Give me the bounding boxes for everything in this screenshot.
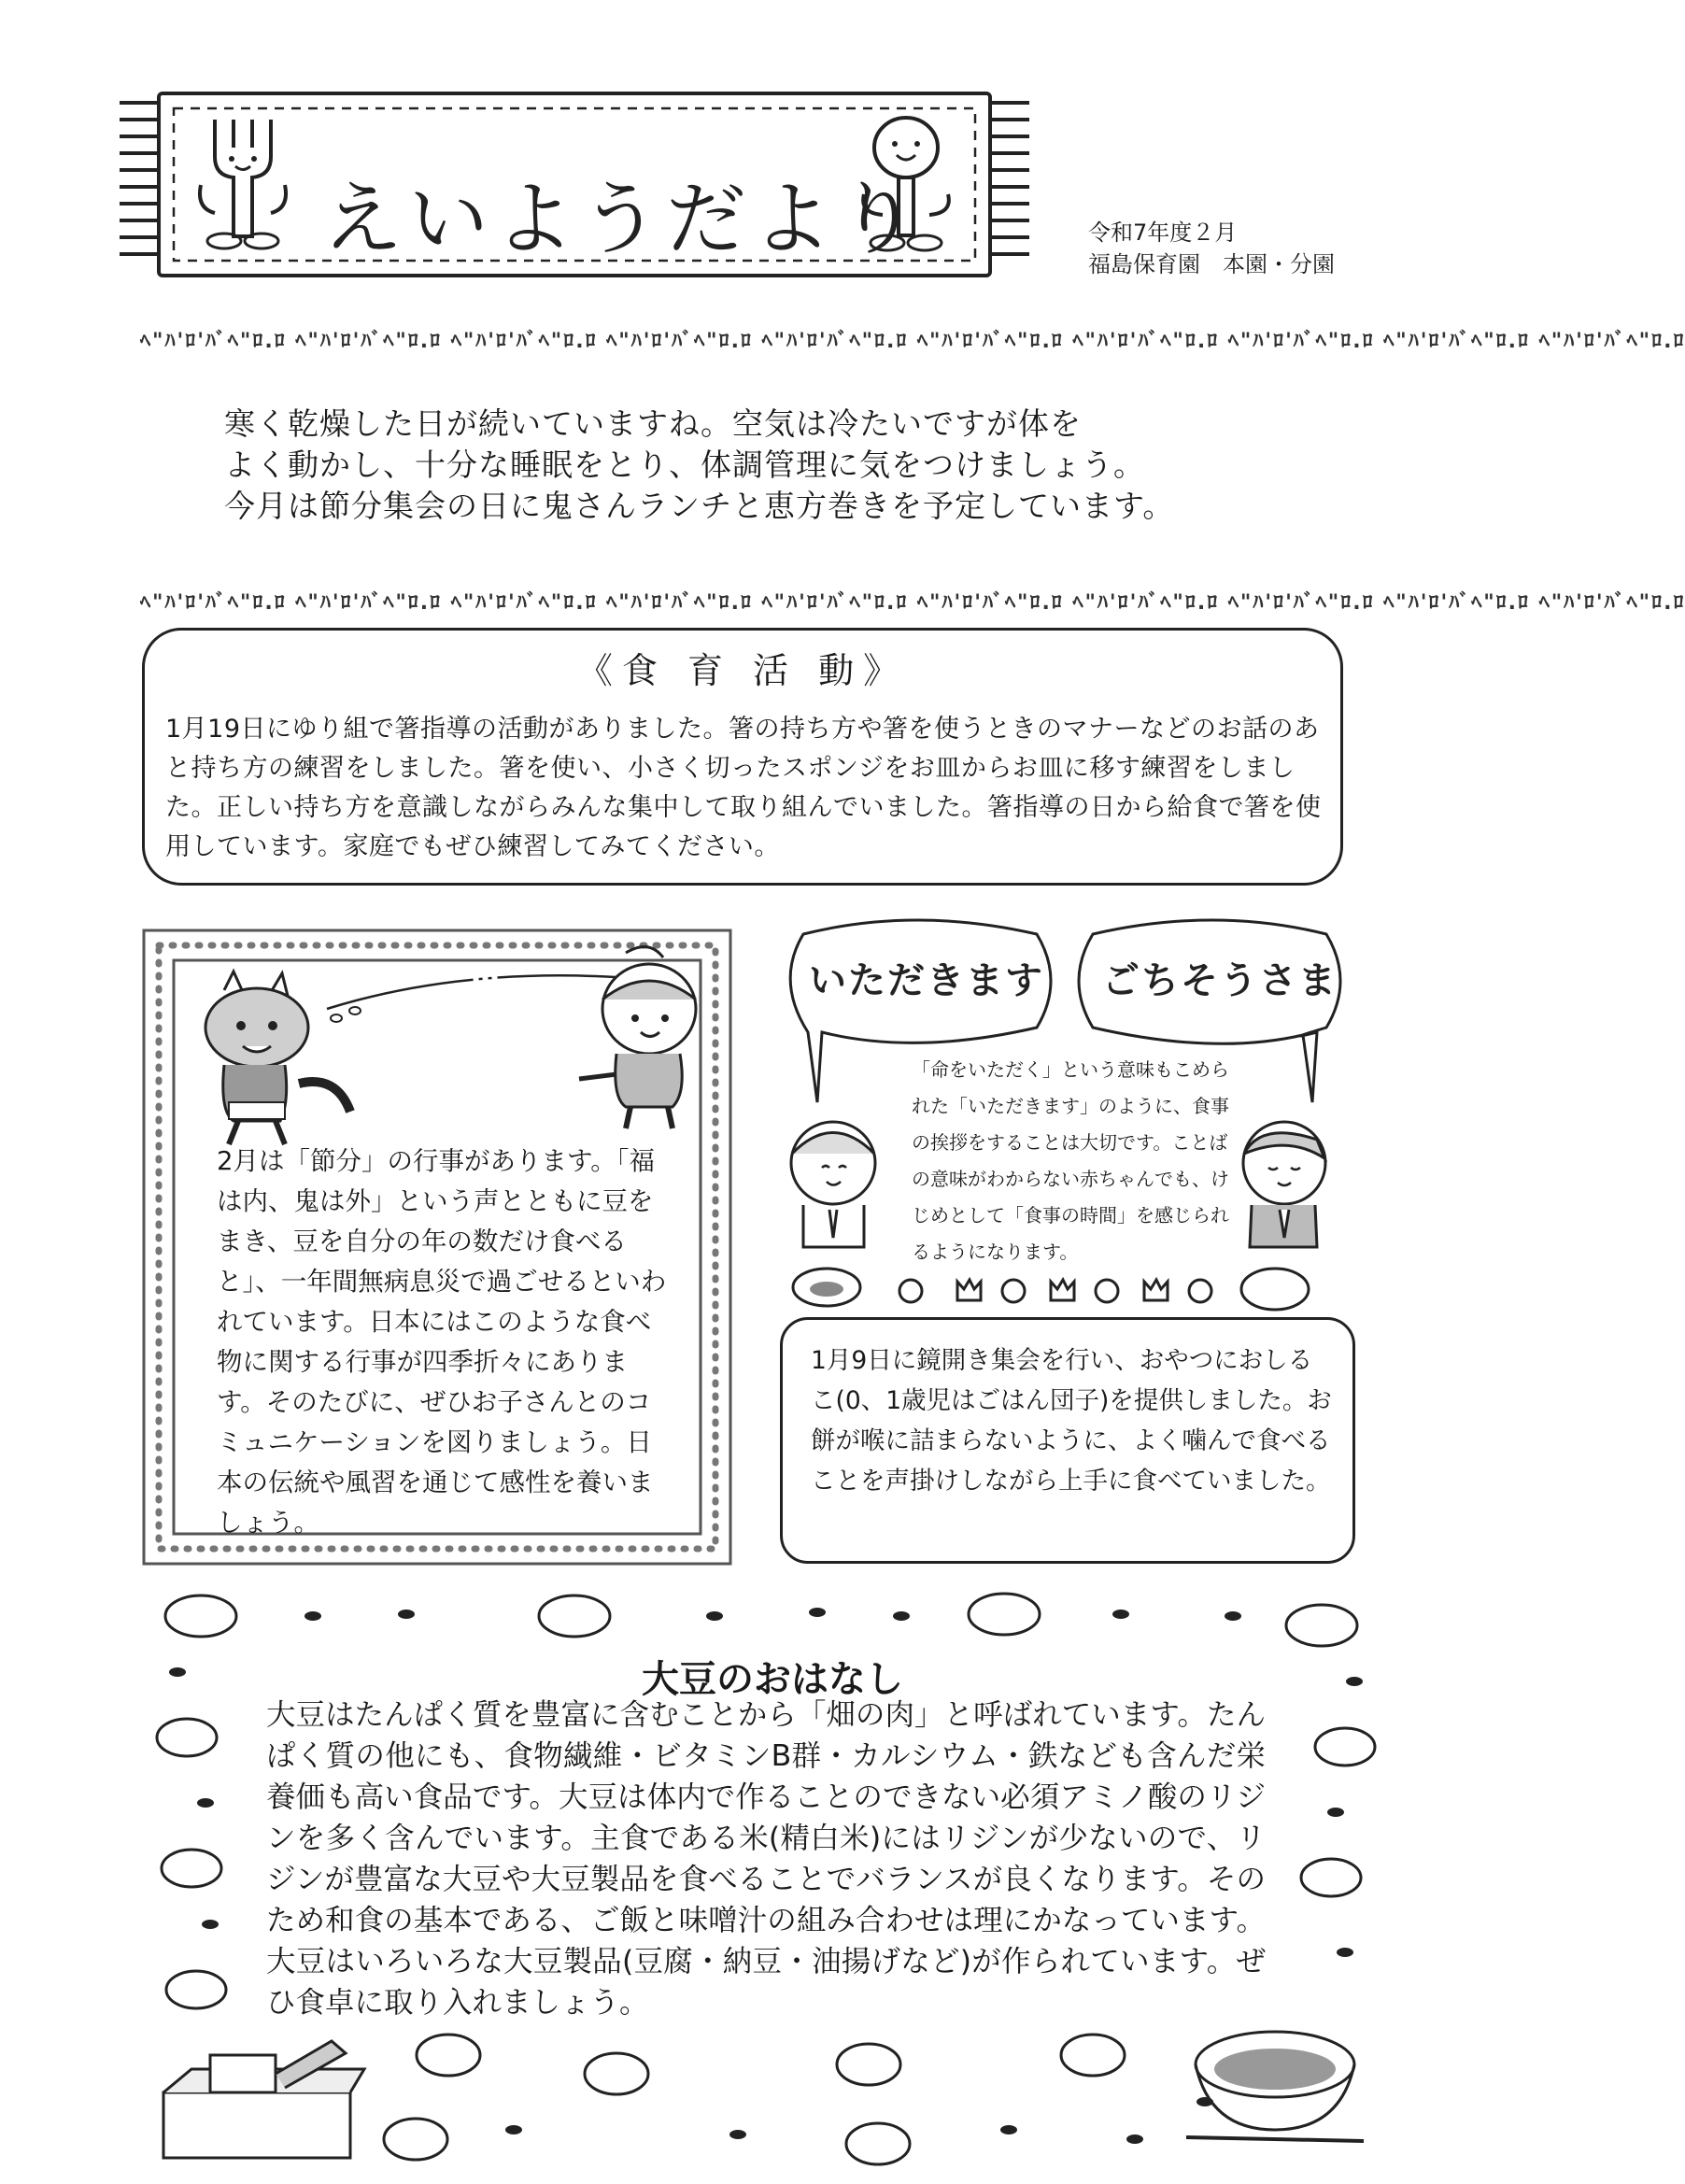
setsubun-body: 2月は「節分」の行事があります。「福は内、鬼は外」という声とともに豆をまき、豆を自分の年の数だけ食べると」、一年間無病息災で過ごせるといわれています。日本にはこのような食べ物に関する行事が四季折々にあります。そのたびに、ぜひお子さんとのコミュニケーションを図りましょう。日本の伝統や風習を通じて感性を養いましょう。 — [217, 1146, 667, 1538]
child-throwing-beans-icon — [560, 943, 729, 1130]
food-education-box — [142, 628, 1343, 886]
issue-date: 令和7年度２月 — [1088, 220, 1238, 246]
soybean-title: 大豆のおはなし — [642, 1658, 903, 1701]
soybean-body: 大豆はたんぱく質を豊富に含むことから「畑の肉」と呼ばれています。たんぱく質の他にも、食物繊維・ビタミンB群・カルシウム・鉄なども含んだ栄養価も高い食品です。大豆は体内で作ることのできない必須アミノ酸のリジンを多く含んでいます。主食である米(精白米)にはリジンが少ないので、リジンが豊富な大豆や大豆製品を食べることでバランスが良くなります。そのため和食の基本である、ご飯と味噌汁の組み合わせは理にかなっています。大豆はいろいろな大豆製品(豆腐・納豆・油揚げなど)が作られています。ぜひ食卓に取り入れましょう。 — [266, 1698, 1266, 2020]
gochisousama-label: ごちそうさま — [1102, 959, 1338, 1002]
food-education-title: 《食 育 活 動》 — [576, 650, 909, 691]
miso-soup-icon — [1182, 2018, 1368, 2149]
food-education-body: 1月19日にゆり組で箸指導の活動がありました。箸の持ち方や箸を使うときのマナーなどのお話のあと持ち方の練習をしました。箸を使い、小さく切ったスポンジをお皿からお皿に移す練習をしました。正しい持ち方を意識しながらみんな集中して取り組んでいました。箸指導の日から給食で箸を使用しています。家庭でもぜひ練習してみてください。 — [165, 715, 1322, 861]
itadakimasu-label: いただきます — [809, 959, 1044, 1002]
flower-tulip-row — [785, 1252, 1308, 1317]
decorative-border-top: ﾍ"ﾊ'ﾛ'ﾊﾞﾍ"ﾛ.ﾛ ﾍ"ﾊ'ﾛ'ﾊﾞﾍ"ﾛ.ﾛ ﾍ"ﾊ'ﾛ'ﾊﾞﾍ"ﾛ.ﾛ ﾍ"ﾊ'ﾛ'ﾊﾞﾍ"ﾛ.ﾛ ﾍ"ﾊ'ﾛ'ﾊﾞﾍ"ﾛ.ﾛ ﾍ"ﾊ'ﾛ'ﾊﾞﾍ"ﾛ.ﾛ ﾍ"ﾊ'ﾛ'ﾊﾞﾍ"ﾛ.ﾛ ﾍ"ﾊ'ﾛ'ﾊﾞﾍ"ﾛ.ﾛ ﾍ"ﾊ'ﾛ'ﾊﾞﾍ"ﾛ.ﾛ ﾍ"ﾊ'ﾛ'ﾊﾞﾍ"ﾛ.ﾛ — [140, 330, 1685, 353]
fork-character-icon — [187, 110, 299, 260]
greeting-line: 今月は節分集会の日に鬼さんランチと恵方巻きを予定しています。 — [224, 488, 1175, 524]
newsletter-title: えいようだより — [322, 173, 924, 266]
tofu-box-icon — [154, 2036, 369, 2167]
issuer-name: 福島保育園 本園・分園 — [1088, 251, 1335, 277]
decorative-border-middle: ﾍ"ﾊ'ﾛ'ﾊﾞﾍ"ﾛ.ﾛ ﾍ"ﾊ'ﾛ'ﾊﾞﾍ"ﾛ.ﾛ ﾍ"ﾊ'ﾛ'ﾊﾞﾍ"ﾛ.ﾛ ﾍ"ﾊ'ﾛ'ﾊﾞﾍ"ﾛ.ﾛ ﾍ"ﾊ'ﾛ'ﾊﾞﾍ"ﾛ.ﾛ ﾍ"ﾊ'ﾛ'ﾊﾞﾍ"ﾛ.ﾛ ﾍ"ﾊ'ﾛ'ﾊﾞﾍ"ﾛ.ﾛ ﾍ"ﾊ'ﾛ'ﾊﾞﾍ"ﾛ.ﾛ ﾍ"ﾊ'ﾛ'ﾊﾞﾍ"ﾛ.ﾛ ﾍ"ﾊ'ﾛ'ﾊﾞﾍ"ﾛ.ﾛ — [140, 591, 1685, 615]
issue-info — [1088, 217, 1335, 280]
boy-praying-icon — [1224, 1112, 1345, 1252]
greeting-paragraph — [224, 404, 1326, 527]
kagami-biraki-box — [780, 1317, 1355, 1564]
girl-praying-icon — [775, 1112, 897, 1252]
itadakimasu-body: 「命をいただく」という意味もこめられた「いただきます」のように、食事の挨拶をすることは大切です。ことばの意味がわからない赤ちゃんでも、けじめとして「食事の時間」を感じられるようになります。 — [912, 1058, 1229, 1263]
greeting-line: よく動かし、十分な睡眠をとり、体調管理に気をつけましょう。 — [224, 447, 1145, 483]
greeting-line: 寒く乾燥した日が続いていますね。空気は冷たいですが体を — [224, 405, 1082, 442]
kagami-biraki-body: 1月9日に鏡開き集会を行い、おやつにおしるこ(0、1歳児はごはん団子)を提供しました。お餅が喉に詰まらないように、よく噛んで食べることを声掛けしながら上手に食べていました。 — [811, 1346, 1332, 1496]
